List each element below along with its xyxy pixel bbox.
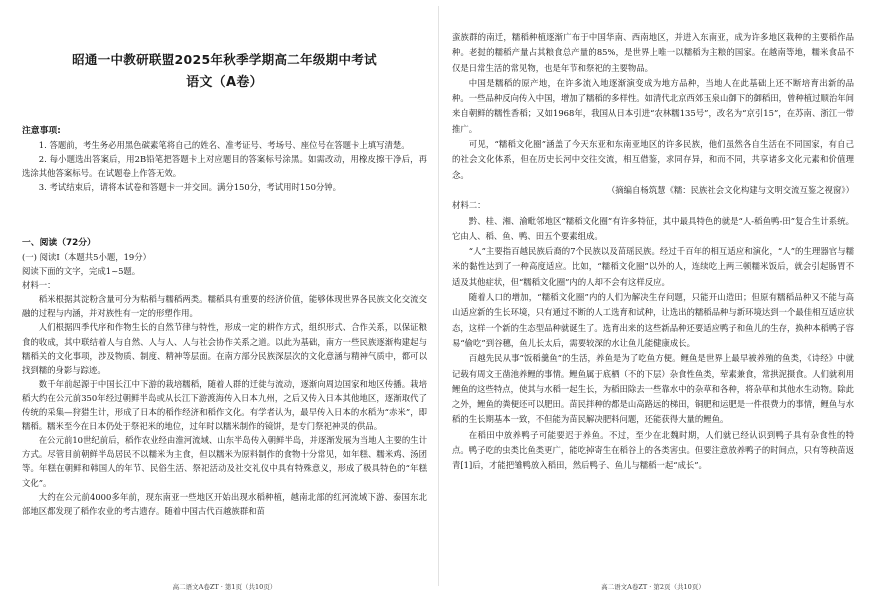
exam-title: 昭通一中教研联盟2025年秋季学期高二年级期中考试: [72, 52, 377, 67]
right-text: [452, 30, 854, 474]
paragraph: 中国是糯稻的原产地，在许多流入地逐渐演变成为地方品种，当地人在此基础上还不断培育出新的品种。一些品种反向传入中国，增加了糯稻的多样性。如清代北京西郊玉泉山御下的御稻田，曾种植过顺治年间来自朝鲜的糯性香稻；又如1968年，我国从日本引进“农林糯135号”，改名为“京引15”，在苏南、浙江一带推广。: [452, 77, 854, 134]
paragraph: 百越先民从事“饭稻羹鱼”的生活，养鱼是为了吃鱼方便。鲤鱼是世界上最早被养殖的鱼类，《诗经》中就记载有周文王凿池养鲤的事情。鲤鱼属于底栖（不的下层）杂食性鱼类，荤素兼食，常拱泥摄食。人们就利用鲤鱼的这些特点，使其与水稻一起生长，为稻田除去一些靠水中的杂草和各种，将杂草和其他水生动物。除此之外，鲤鱼的粪便还可以肥田。苗民拌种的都是山高路远的梯田，铜肥和运肥是一件很费力的事情，鲤鱼与水稻的生长期基本一致，不但能为苗民解决肥料问题，还能获得大量的鲤鱼。: [452, 353, 854, 425]
column-divider: [438, 6, 439, 586]
paragraph: 蛮族群的南迁，糯稻种植逐渐广布于中国华南、西南地区，并进入东南亚，成为许多地区栽种的主要稻作品种。老挝的糯稻产量占其粮食总产量的85%，是世界上唯一以糯稻为主粮的国家。在越南等地，糯米食品不仅是日常生活的常见物，也是年节和祭祀的主要物品。: [452, 32, 854, 73]
material1-label: 材料一：: [22, 280, 56, 291]
paragraph: 在公元前10世纪前后，稻作农业经由淮河流域、山东半岛传入朝鲜半岛，并逐渐发展为当地人主要的生计方式。尽管目前朝鲜半岛居民不以糯米为主食，但以糯米为原料制作的食物十分常见，如年糕、糯米鸡、汤团等。年糕在朝鲜和韩国人的年节、民俗生活、祭祀活动及社交礼仪中具有特殊意义，形成了极具特色的“年糕文化”。: [22, 435, 427, 488]
reading-section: [22, 236, 427, 518]
exam-subtitle: 语文（A卷）: [186, 75, 263, 90]
subsection-heading: (一) 阅读Ⅰ（本题共5小题，19分）: [22, 252, 151, 262]
paragraph: 大约在公元前4000多年前，现东南亚一些地区开始出现水稻种植，越南北部的红河流域下游、泰国东北部地区都发现了稻作农业的考古遗存。随着中国古代百越族群和苗: [22, 491, 427, 516]
paragraph: 数千年前起源于中国长江中下游的栽培糯稻，随着人群的迁徙与流动，逐渐向周边国家和地区传播。栽培稻大约在公元前350年经过朝鲜半岛或从长江下游渡海传入日本九州，之后又传入日本其他地区，逐渐取代了传统的采集—狩猎生计，形成了日本的稻作经济和稻作文化。有学者认为，最早传入日本的水稻为“赤米”，即糯稻。糯米至今在日本仍处于祭祀米的地位，过年时以糯米制作的镜饼，是专门祭祀神灵的供品。: [22, 378, 427, 432]
left-page: [22, 0, 427, 599]
instruction: 阅读下面的文字，完成1~5题。: [22, 266, 141, 277]
page-footer: 高二语文A卷ZT · 第2页（共10页）: [601, 583, 705, 591]
paragraph: 可见，“糯稻文化圈”涵盖了今天东亚和东南亚地区的许多民族，他们虽然各自生活在不同国家，有自己的社会文化体系，但在历史长河中交往交流，相互借鉴，求同存异，和而不同，共享诸多文化元素和价值理念。: [452, 139, 854, 180]
paragraph: “人”主要指百越民族后裔的7个民族以及苗瑶民族。经过千百年的相互适应和演化，“人”的生理器官与糯米的黏性达到了一种高度适应。比如，“糯稻文化圈”以外的人，连续吃上两三顿糯米饭后，就会引起肠胃不适及其他症状，但“糯稻文化圈”内的人却不会有这样反应。: [452, 246, 854, 287]
paragraph: 稻米根据其淀粉含量可分为粘稻与糯稻两类。糯稻具有重要的经济价值，能够体现世界各民族文化交流交融的过程与内涵，并对族性有一定的形塑作用。: [22, 294, 427, 319]
material2-label: 材料二：: [452, 200, 486, 211]
paragraph: 在稻田中放养鸭子可能要迟于养鱼。不过，至少在北魏时期，人们就已经认识到鸭子具有杂食性的特点。鸭子吃的虫类比鱼类更广，能吃掉寄生在稻谷上的各类害虫。但要注意放养鸭子的时间点，只有等秧苗返青[1]后，才能把雏鸭放入稻田，然后鸭子、鱼儿与糯稻一起“成长”。: [452, 429, 854, 471]
notice-3: 3. 考试结束后，请将本试卷和答题卡一并交回。满分150分，考试用时150分钟。: [38, 182, 342, 193]
notice-heading: 注意事项:: [22, 126, 61, 136]
citation: （摘编自杨筑慧《糯：民族社会文化构建与文明交流互鉴之视窗》）: [606, 184, 854, 195]
notice-2: 2. 每小题选出答案后，用2B铅笔把答题卡上对应题目的答案标号涂黑。如需改动，用橡皮擦干净后，再选涂其他答案标号。在试题卷上作答无效。: [22, 154, 427, 179]
notice-1: 1. 答题前，考生务必用黑色碳素笔将自己的姓名、准考证号、考场号、座位号在答题卡上填写清楚。: [38, 140, 410, 150]
section-heading: 一、阅读（72分）: [22, 238, 96, 248]
page-footer: 高二语文A卷ZT · 第1页（共10页）: [172, 583, 277, 591]
right-page: [452, 0, 854, 599]
paragraph: 随着人口的增加，“糯稻文化圈”内的人们为解决生存问题，只能开山造田；但原有糯稻品种又不能与高山适应新的生长环境，只有通过不断的人工选育和试种，让选出的糯稻品种与新环境达到一个最佳相互适应状态，这样一个新的生态型品种就诞生了。选育出来的这些新品种还要适应鸭子和鱼儿的生存，换种本稻鸭子容易“偷吃”到谷穗，鱼儿长太后，需要较深的水让鱼儿能健康成长。: [452, 292, 854, 348]
paragraph: 人们根据四季代序和作物生长的自然节律与特性，形成一定的耕作方式，组织形式、合作关系，以保证粮食的收成，其中联结着人与自然、人与人、人与社会协作关系之道。以此为基础，南方一些民族逐渐构建起与糯稻关的文化事项，涉及物质、制度、精神等层面。在南方部分民族深层次的文化意涵与精神气质中，都可以找到糯的身影与踪迹。: [22, 322, 427, 375]
notice-block: [22, 124, 427, 194]
paragraph: 黔、桂、湘、渝毗邻地区“糯稻文化圈”有许多特征，其中最具特色的就是“人-稻鱼鸭-田”复合生计系统。它由人、稻、鱼、鸭、田五个要素组成。: [452, 215, 854, 241]
